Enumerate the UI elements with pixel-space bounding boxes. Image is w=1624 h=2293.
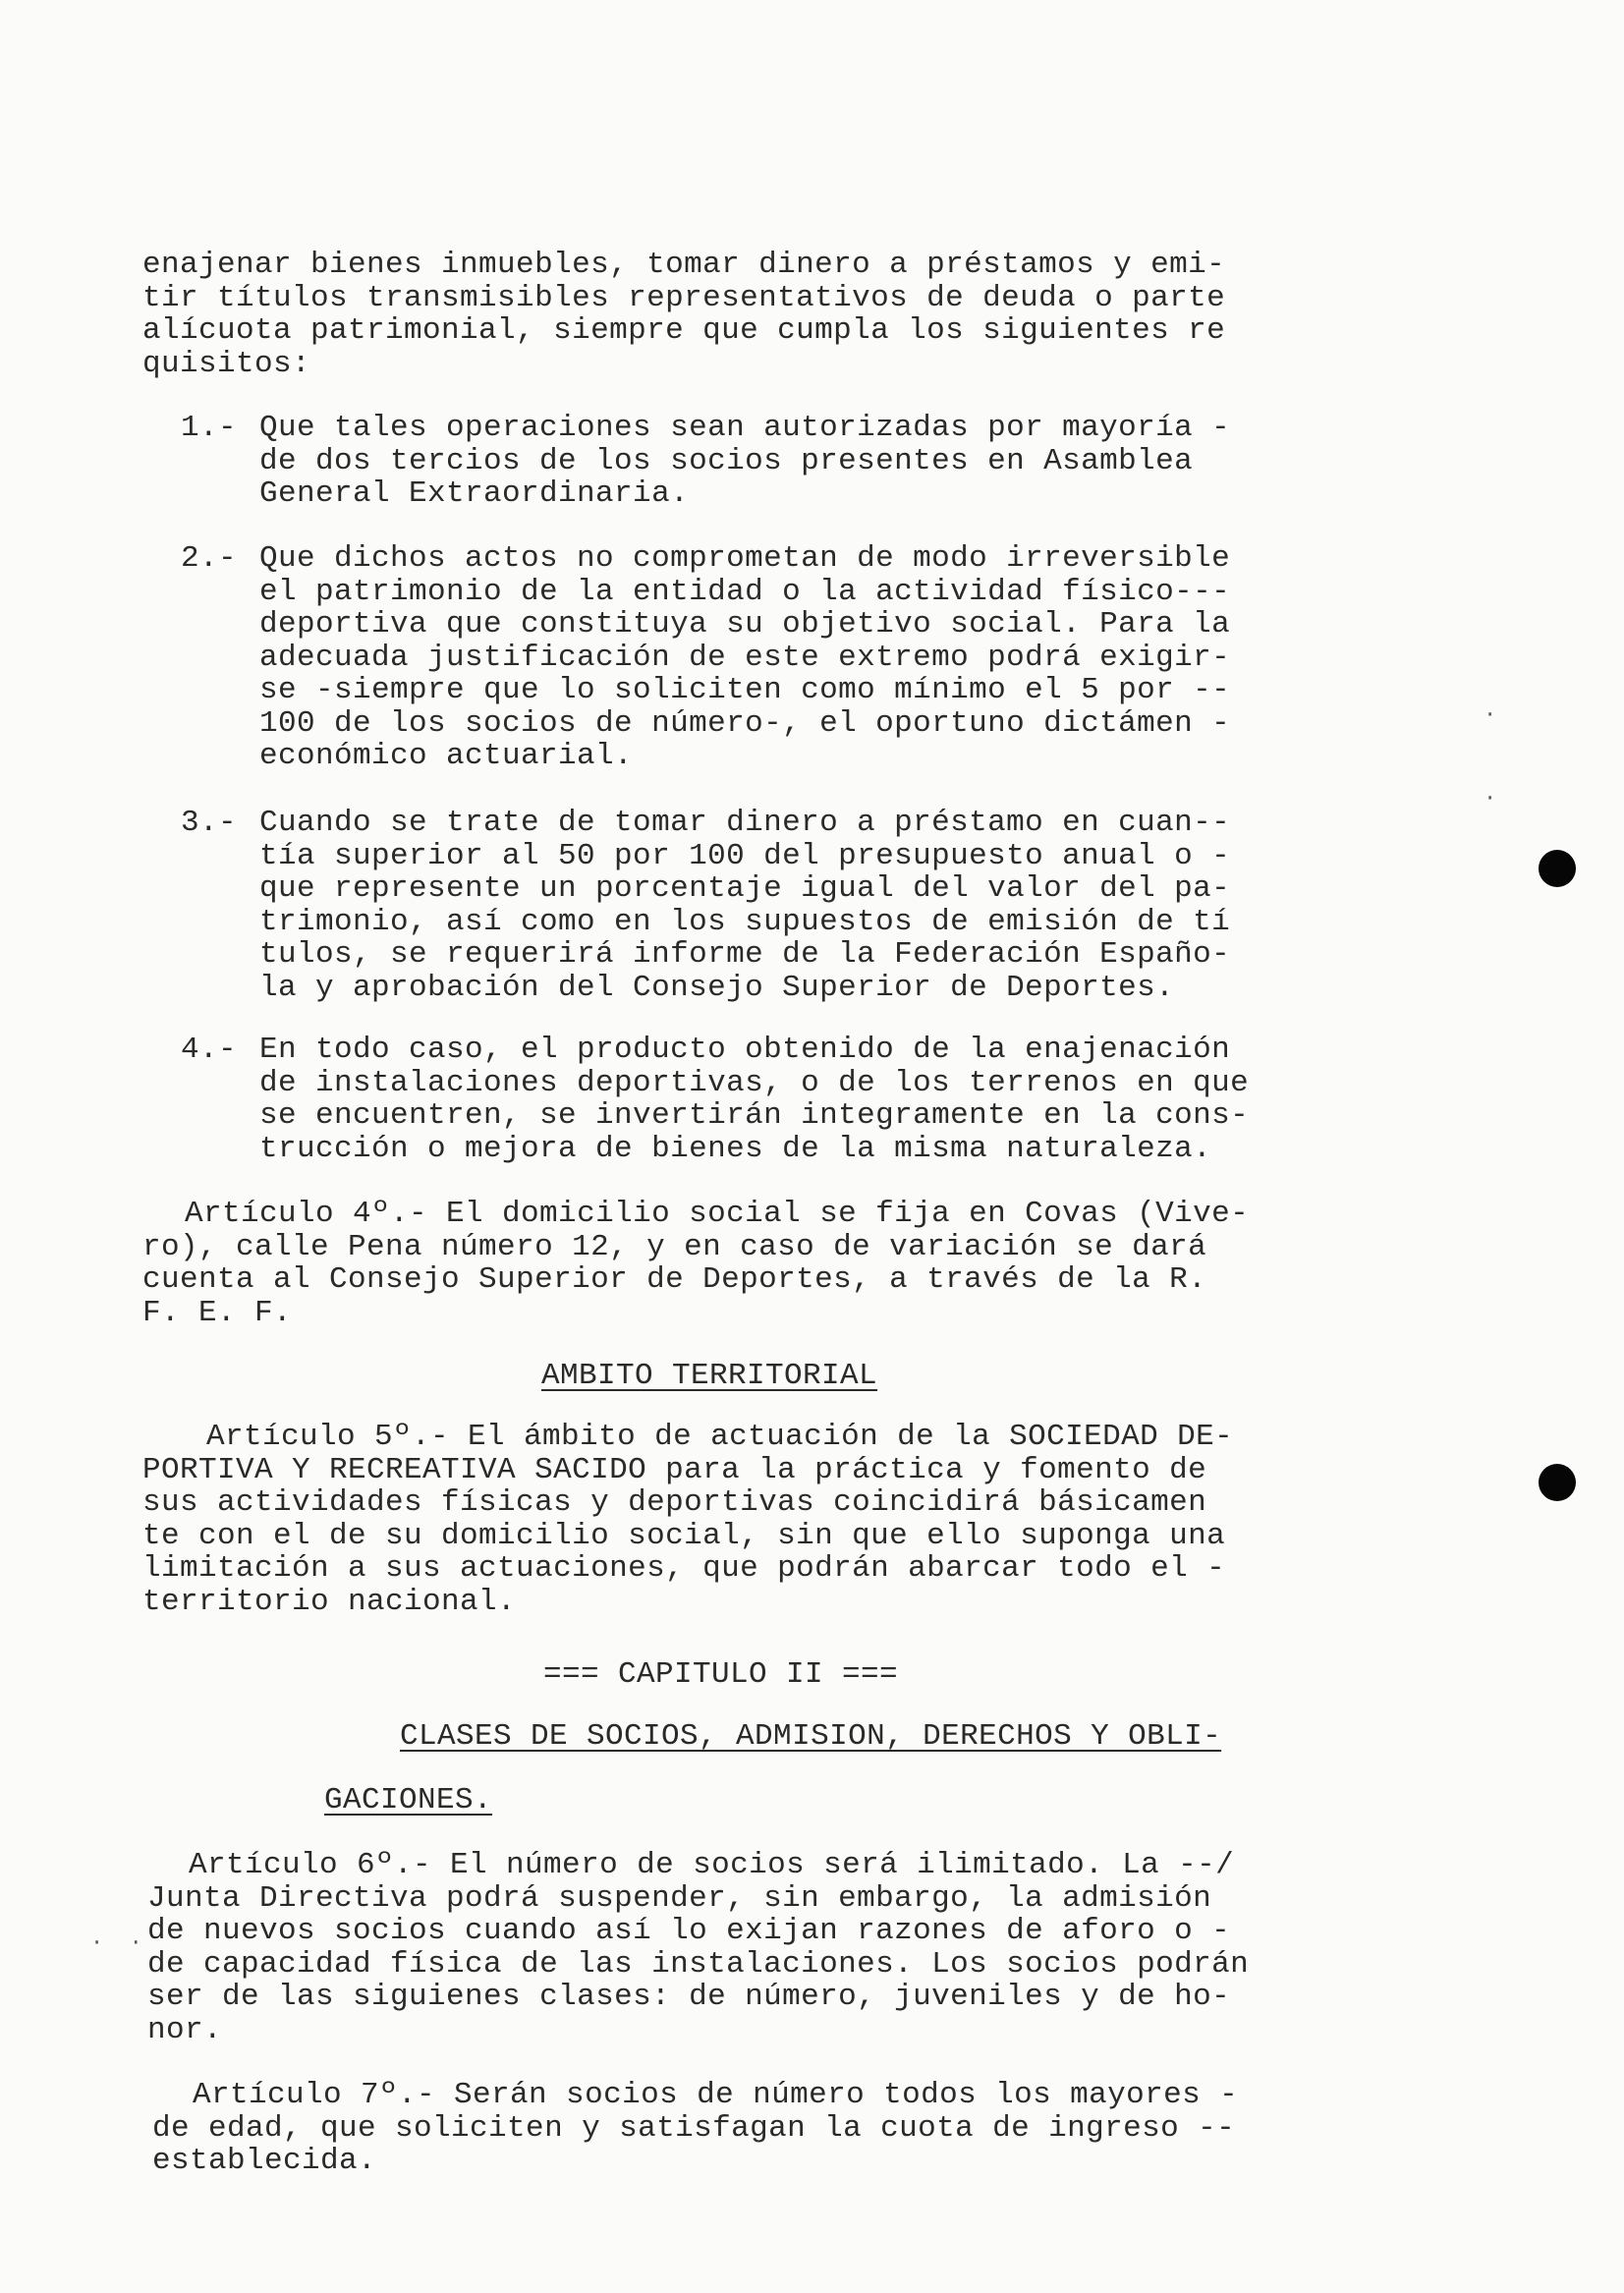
margin-speck: · — [1484, 786, 1497, 811]
requisito-line: 100 de los socios de número-, el oportuno dictámen - — [259, 705, 1231, 741]
requisito-line: General Extraordinaria. — [259, 476, 690, 511]
heading-clases-de-socios-cont: GACIONES. — [324, 1783, 493, 1818]
requisito-line: de instalaciones deportivas, o de los terrenos en que — [259, 1065, 1250, 1100]
articulo-5-line: Artículo 5º.- El ámbito de actuación de la SOCIEDAD DE- — [206, 1420, 1234, 1454]
requisito-number: 2.- — [181, 541, 238, 576]
punch-hole-bottom — [1539, 1464, 1576, 1501]
margin-speck: · · — [90, 1930, 142, 1955]
requisito-line: de dos tercios de los socios presentes en Asamblea — [259, 443, 1194, 478]
heading-ambito-territorial: AMBITO TERRITORIAL — [541, 1359, 878, 1393]
requisito-line: deportiva que constituya su objetivo social. Para la — [259, 607, 1231, 642]
punch-hole-top — [1539, 850, 1576, 887]
requisito-line: adecuada justificación de este extremo podrá exigir- — [259, 640, 1231, 675]
articulo-4-line: Artículo 4º.- El domicilio social se fija en Covas (Vive- — [185, 1197, 1250, 1231]
articulo-4-line: ro), calle Pena número 12, y en caso de variación se dará — [142, 1229, 1207, 1264]
requisito-line: se -siempre que lo soliciten como mínimo el 5 por -- — [259, 673, 1231, 707]
articulo-5-line: limitación a sus actuaciones, que podrán abarcar todo el - — [142, 1551, 1226, 1586]
articulo-7-line: de edad, que soliciten y satisfagan la cuota de ingreso -- — [152, 2110, 1236, 2146]
heading-capitulo-ii: === CAPITULO II === — [543, 1657, 899, 1692]
articulo-6-line: Artículo 6º.- El número de socios será ilimitado. La --/ — [189, 1848, 1235, 1882]
requisito-number: 1.- — [181, 411, 238, 445]
articulo-4-line: cuenta al Consejo Superior de Deportes, a través de la R. — [142, 1262, 1207, 1297]
articulo-5-line: te con el de su domicilio social, sin que ello suponga una — [142, 1518, 1226, 1553]
articulo-6-line: de capacidad física de las instalaciones. Los socios podrán — [147, 1946, 1250, 1982]
intro-line: quisitos: — [142, 346, 311, 381]
margin-speck: · — [1484, 702, 1497, 727]
requisito-line: trimonio, así como en los supuestos de emisión de tí — [259, 904, 1231, 939]
articulo-5-line: sus actividades físicas y deportivas coincidirá básicamen — [142, 1485, 1207, 1520]
requisito-line: Que dichos actos no comprometan de modo irreversible — [259, 541, 1231, 576]
requisito-line: que represente un porcentaje igual del valor del pa- — [259, 871, 1231, 906]
intro-line: enajenar bienes inmuebles, tomar dinero a préstamos y emi- — [142, 248, 1226, 282]
requisito-number: 3.- — [181, 806, 238, 840]
requisito-line: tulos, se requerirá informe de la Federación Españo- — [259, 937, 1231, 972]
articulo-6-line: Junta Directiva podrá suspender, sin embargo, la admisión — [147, 1880, 1212, 1916]
articulo-7-line: establecida. — [152, 2144, 377, 2178]
requisito-line: tía superior al 50 por 100 del presupuesto anual o - — [259, 838, 1231, 873]
articulo-6-line: nor. — [147, 2012, 223, 2047]
requisito-line: económico actuarial. — [259, 739, 634, 773]
articulo-5-line: PORTIVA Y RECREATIVA SACIDO para la práctica y fomento de — [142, 1452, 1207, 1487]
requisito-line: se encuentren, se invertirán integramente en la cons- — [259, 1098, 1250, 1133]
articulo-6-line: de nuevos socios cuando así lo exijan razones de aforo o - — [147, 1914, 1231, 1948]
requisito-line: el patrimonio de la entidad o la actividad físico--- — [259, 574, 1231, 609]
articulo-7-line: Artículo 7º.- Serán socios de número todos los mayores - — [193, 2078, 1239, 2112]
requisito-line: la y aprobación del Consejo Superior de Deportes. — [259, 970, 1175, 1005]
requisito-line: Cuando se trate de tomar dinero a préstamo en cuan-- — [259, 806, 1231, 840]
heading-clases-de-socios: CLASES DE SOCIOS, ADMISION, DERECHOS Y OBLI- — [400, 1719, 1222, 1754]
requisito-line: trucción o mejora de bienes de la misma naturaleza. — [259, 1131, 1212, 1166]
requisito-line: En todo caso, el producto obtenido de la enajenación — [259, 1033, 1231, 1067]
requisito-line: Que tales operaciones sean autorizadas por mayoría - — [259, 411, 1231, 445]
articulo-5-line: territorio nacional. — [142, 1584, 517, 1619]
articulo-4-line: F. E. F. — [142, 1295, 293, 1330]
articulo-6-line: ser de las siguienes clases: de número, juveniles y de ho- — [147, 1980, 1231, 2014]
intro-line: alícuota patrimonial, siempre que cumpla los siguientes re — [142, 313, 1226, 348]
intro-line: tir títulos transmisibles representativos de deuda o parte — [142, 280, 1226, 315]
requisito-number: 4.- — [181, 1033, 238, 1067]
